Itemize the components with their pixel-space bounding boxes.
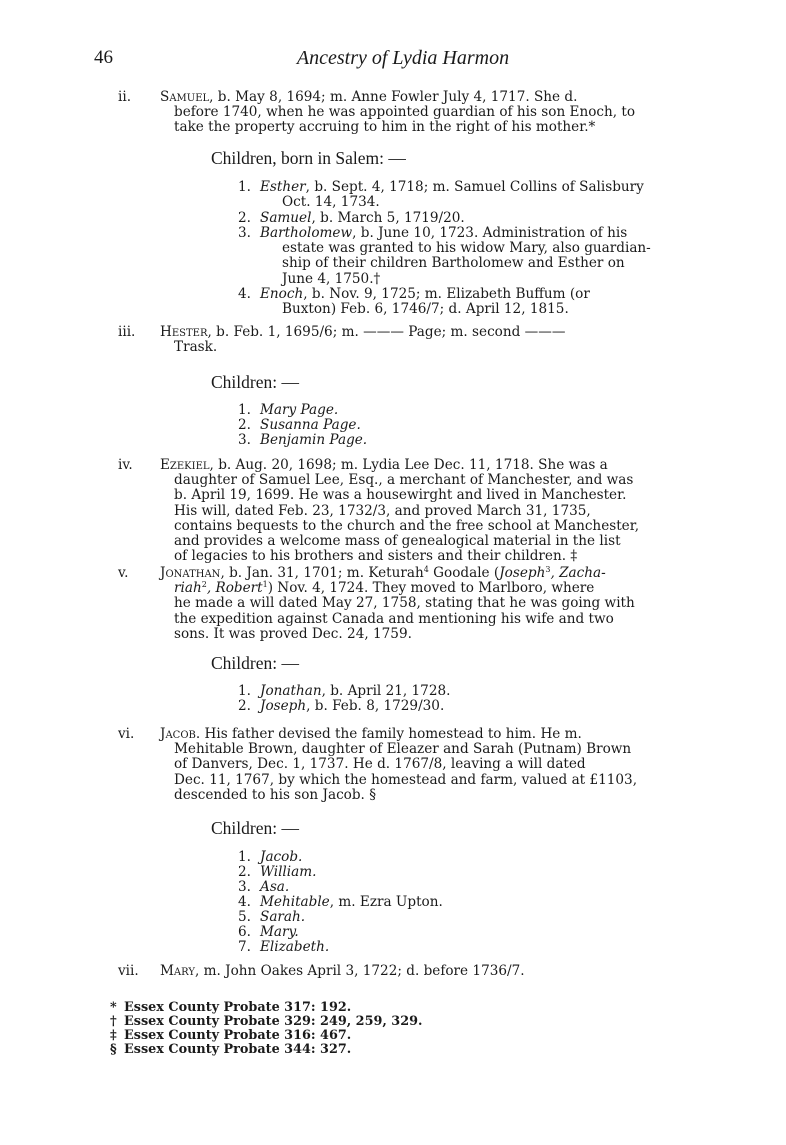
- child-number: 3.: [238, 432, 251, 448]
- generation-superscript: 3: [545, 565, 551, 574]
- generation-superscript: 1: [262, 580, 268, 590]
- entry-name: Hester: [160, 324, 208, 340]
- child-name: Joseph: [260, 698, 307, 714]
- child-name: Jacob.: [260, 849, 303, 865]
- ancestor-name: Joseph: [499, 565, 546, 581]
- child-number: 4.: [238, 894, 251, 910]
- generation-superscript: 2: [201, 580, 207, 590]
- child-name: Sarah.: [260, 909, 306, 925]
- entry-numeral: vii.: [118, 963, 139, 979]
- child-item: [238, 925, 698, 940]
- footnote-text: Essex County Probate 317: 192.: [124, 1000, 352, 1015]
- child-item: [238, 910, 698, 925]
- entry-text: Dec. 11, 1767, by which the homestead and farm, valued at £1103,: [174, 771, 638, 788]
- child-name: Elizabeth.: [260, 939, 330, 955]
- child-item: [238, 865, 698, 880]
- child-item: [238, 895, 698, 910]
- entry-text: b. April 19, 1699. He was a housewirght and lived in Manchester.: [174, 487, 627, 504]
- child-number: 3.: [238, 879, 251, 895]
- children-heading: Children: —: [211, 818, 299, 838]
- child-name: William.: [260, 864, 317, 880]
- entry-text: ) Nov. 4, 1724. They moved to Marlboro, where: [267, 580, 595, 597]
- child-number: 6.: [238, 924, 251, 940]
- footnote-text: Essex County Probate 329: 249, 259, 329.: [124, 1014, 423, 1029]
- child-name: Susanna Page.: [260, 417, 361, 433]
- entry-text: , b. Jan. 31, 1701; m. Keturah: [220, 565, 424, 581]
- entry-numeral: ii.: [118, 89, 132, 105]
- footnote-symbol: †: [110, 1014, 117, 1029]
- entry-numeral: iii.: [118, 324, 136, 340]
- child-item: [238, 684, 698, 699]
- child-name: Benjamin Page.: [260, 432, 368, 448]
- entry-text: daughter of Samuel Lee, Esq., a merchant of Manchester, and was: [174, 472, 634, 489]
- entry-text: , b. May 8, 1694; m. Anne Fowler July 4, 1717. She d.: [209, 89, 578, 105]
- entry-ezekiel: [118, 458, 698, 564]
- entry-text: of Danvers, Dec. 1, 1737. He d. 1767/8, leaving a will dated: [174, 756, 586, 773]
- child-name: Mary Page.: [260, 402, 339, 418]
- child-text: , m. Ezra Upton.: [329, 894, 443, 910]
- page-number: 46: [94, 47, 113, 68]
- entry-text: before 1740, when he was appointed guardian of his son Enoch, to: [174, 104, 636, 121]
- child-text: ship of their children Bartholomew and Esther on: [282, 255, 625, 272]
- children-heading: Children: —: [211, 372, 299, 392]
- children-heading: Children: —: [211, 653, 299, 673]
- entry-text: the expedition against Canada and mentioning his wife and two: [174, 610, 614, 627]
- footnote: [110, 1015, 422, 1029]
- footnote-symbol: *: [110, 1000, 117, 1015]
- entry-jonathan: [118, 566, 698, 642]
- entry-text: descended to his son Jacob. §: [174, 786, 377, 803]
- child-name: Bartholomew: [260, 225, 353, 241]
- footnote-symbol: §: [110, 1042, 117, 1057]
- child-name: Mehitable: [260, 894, 330, 910]
- entry-text: Goodale (: [428, 565, 500, 581]
- child-text: Oct. 14, 1734.: [282, 194, 380, 211]
- entry-text: , b. Aug. 20, 1698; m. Lydia Lee Dec. 11, 1718. She was a: [209, 457, 608, 473]
- footnote: [110, 1043, 351, 1057]
- child-text: , b. Sept. 4, 1718; m. Samuel Collins of Salisbury: [305, 179, 644, 195]
- child-number: 1.: [238, 179, 251, 195]
- footnote: [110, 1001, 351, 1015]
- child-number: 1.: [238, 683, 251, 699]
- child-item: [238, 699, 698, 714]
- entry-name: Mary: [160, 963, 195, 979]
- child-text: , b. March 5, 1719/20.: [311, 210, 465, 226]
- child-item: [238, 850, 698, 865]
- footnote-symbol: ‡: [110, 1028, 117, 1043]
- entry-name: Samuel: [160, 89, 210, 105]
- footnote: [110, 1029, 351, 1043]
- entry-text: of legacies to his brothers and sisters and their children. ‡: [174, 548, 578, 565]
- entry-name: Ezekiel: [160, 457, 210, 473]
- child-item: [238, 180, 698, 210]
- child-text: , b. June 10, 1723. Administration of his: [352, 225, 628, 241]
- entry-text: Trask.: [174, 339, 218, 356]
- entry-name: Jacob: [160, 726, 196, 742]
- child-item: [238, 418, 698, 433]
- entry-text: and provides a welcome mass of genealogical material in the list: [174, 533, 621, 550]
- child-text: June 4, 1750.†: [282, 270, 381, 287]
- ancestor-name: riah: [174, 580, 202, 597]
- entry-mary: [118, 964, 698, 979]
- entry-text: he made a will dated May 27, 1758, stating that he was going with: [174, 595, 635, 612]
- child-name: Asa.: [260, 879, 290, 895]
- entry-text: contains bequests to the church and the free school at Manchester,: [174, 517, 640, 534]
- ancestor-name: , Robert: [206, 580, 263, 597]
- child-number: 3.: [238, 225, 251, 241]
- entry-numeral: v.: [118, 565, 129, 581]
- child-name: Samuel: [260, 210, 312, 226]
- child-number: 2.: [238, 864, 251, 880]
- child-name: Jonathan: [260, 683, 322, 699]
- child-number: 2.: [238, 210, 251, 226]
- child-number: 2.: [238, 417, 251, 433]
- child-number: 7.: [238, 939, 251, 955]
- entry-numeral: iv.: [118, 457, 133, 473]
- entry-text: , m. John Oakes April 3, 1722; d. before 1736/7.: [194, 963, 525, 979]
- child-name: Enoch: [260, 286, 304, 302]
- child-number: 2.: [238, 698, 251, 714]
- child-name: Esther: [260, 179, 306, 195]
- child-item: [238, 433, 698, 448]
- entry-text: Mehitable Brown, daughter of Eleazer and Sarah (Putnam) Brown: [174, 741, 632, 758]
- entry-name: Jonathan: [160, 565, 221, 581]
- child-text: estate was granted to his widow Mary, also guardian-: [282, 240, 651, 257]
- child-item: [238, 880, 698, 895]
- child-text: , b. Nov. 9, 1725; m. Elizabeth Buffum (or: [303, 286, 590, 302]
- children-heading: Children, born in Salem: —: [211, 148, 406, 168]
- entry-text: sons. It was proved Dec. 24, 1759.: [174, 625, 412, 642]
- child-text: Buxton) Feb. 6, 1746/7; d. April 12, 1815.: [282, 301, 569, 318]
- child-number: 5.: [238, 909, 251, 925]
- child-item: [238, 403, 698, 418]
- child-text: , b. Feb. 8, 1729/30.: [306, 698, 445, 714]
- running-title: Ancestry of Lydia Harmon: [296, 47, 510, 69]
- child-item: [238, 287, 698, 317]
- entry-samuel: [118, 90, 698, 136]
- footnote-text: Essex County Probate 316: 467.: [124, 1028, 352, 1043]
- child-name: Mary.: [260, 924, 299, 940]
- footnote-text: Essex County Probate 344: 327.: [124, 1042, 352, 1057]
- ancestor-name: , Zacha-: [550, 565, 606, 581]
- entry-text: His will, dated Feb. 23, 1732/3, and proved March 31, 1735,: [174, 502, 591, 519]
- entry-text: , b. Feb. 1, 1695/6; m. ——— Page; m. second ———: [207, 324, 566, 340]
- entry-text: . His father devised the family homestead to him. He m.: [195, 726, 582, 742]
- child-item: [238, 226, 698, 287]
- entry-jacob: [118, 727, 698, 803]
- child-item: [238, 940, 698, 955]
- child-number: 4.: [238, 286, 251, 302]
- child-item: [238, 211, 698, 226]
- entry-numeral: vi.: [118, 726, 135, 742]
- child-number: 1.: [238, 402, 251, 418]
- generation-superscript: 4: [423, 565, 429, 574]
- child-text: , b. April 21, 1728.: [321, 683, 451, 699]
- child-number: 1.: [238, 849, 251, 865]
- entry-text: take the property accruing to him in the right of his mother.*: [174, 119, 596, 136]
- entry-hester: [118, 325, 698, 355]
